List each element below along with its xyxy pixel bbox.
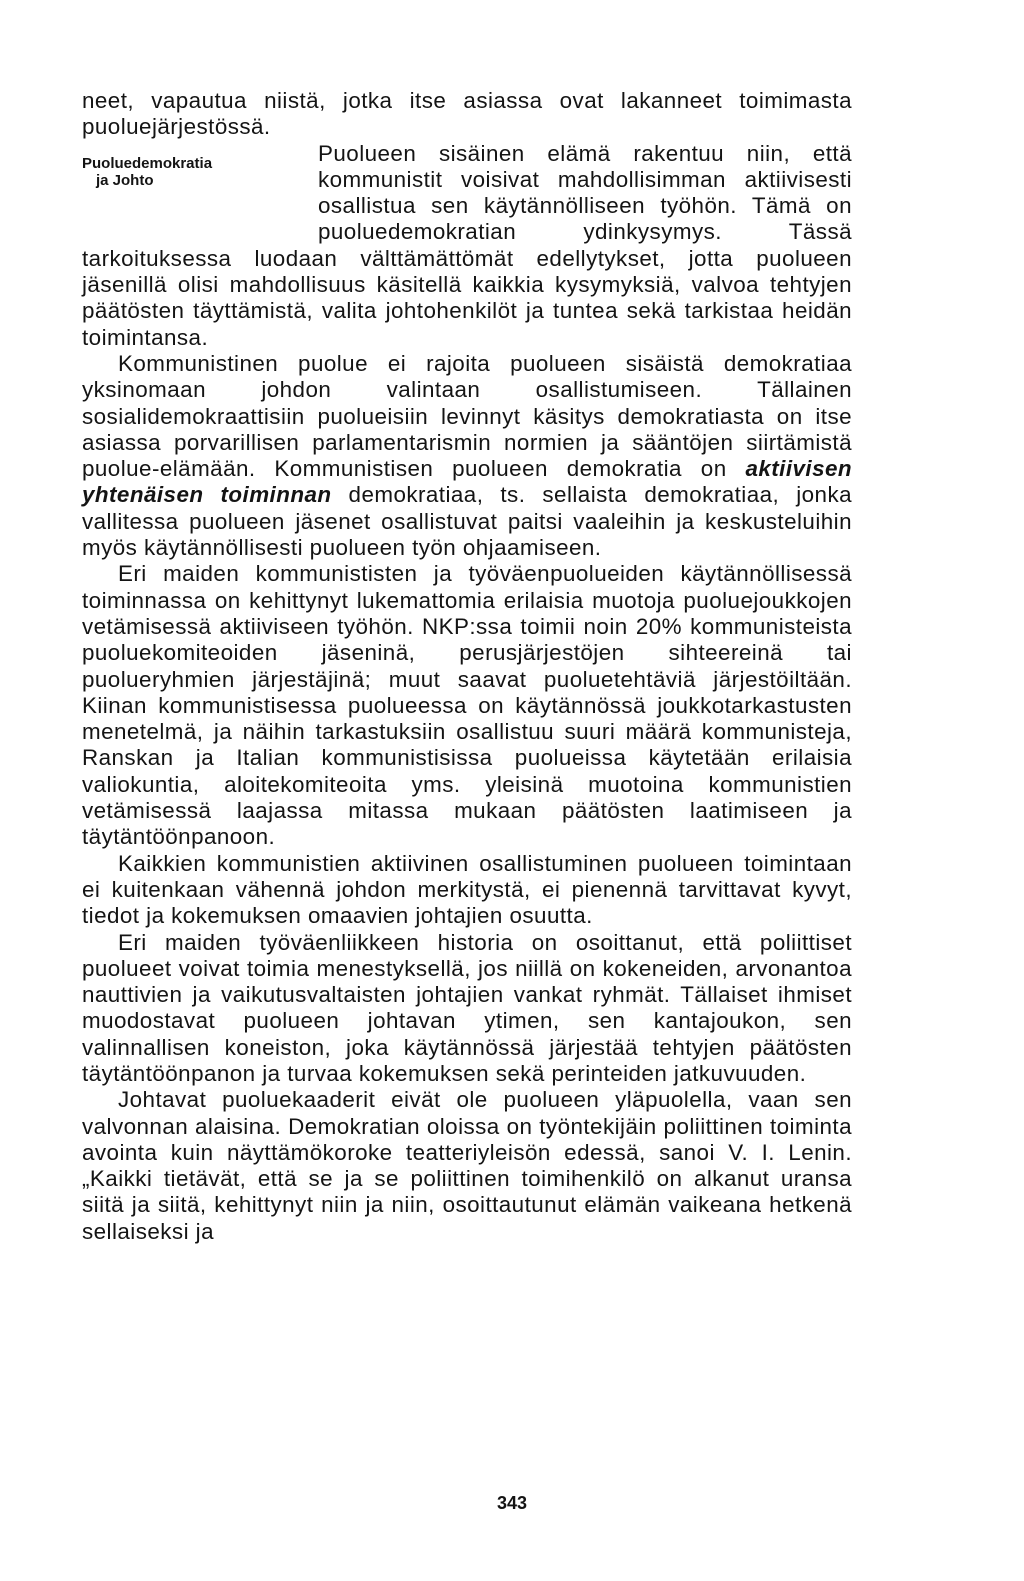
paragraph-kommunistinen-puolue xyxy=(82,351,852,561)
paragraph-eri-maiden-kommunististen: Eri maiden kommunististen ja työväenpuolueiden käytännöllisessä toiminnassa on kehittynyt lukemattomia erilaisia muotoja puoluejoukkojen vetämisessä aktiiviseen työhön. NKP:ssa toimii noin 20% kommunisteista puoluekomiteoiden jäseninä, perusjärjestöjen sihteereinä tai puolueryhmien järjestäjinä; muut saavat puoluetehtäviä järjestöiltään. Kiinan kommunistisessa puolueessa on käytännössä joukkotarkastusten menetelmä, ja näihin tarkastuksiin osallistuu suuri määrä kommunisteja, Ranskan ja Italian kommunistisissa puolueissa käytetään erilaisia valiokuntia, aloitekomiteoita yms. yleisinä muotoina kommunistien vetämisessä laajassa mitassa mukaan päätösten laatimiseen ja täytäntöönpanoon. xyxy=(82,561,852,850)
margin-heading-line-1: Puoluedemokratia xyxy=(82,154,213,172)
page-number: 343 xyxy=(496,1493,528,1513)
paragraph-text-before: Kommunistinen puolue ei rajoita puolueen sisäistä demokratiaa yksinomaan johdon valintaan osallistumiseen. Tällainen sosialidemokraattisiin puolueisiin levinnyt käsitys demokratiasta on itse asiassa porvarillisen parlamentarismin normien ja sääntöjen siirtämistä puolue-elämään. Kommunistisen puolueen demokratia on xyxy=(82,350,852,482)
paragraph-tyovaenliikkeen-historia: Eri maiden työväenliikkeen historia on osoittanut, että poliittiset puolueet voivat toimia menestyksellä, jos niillä on kokeneiden, arvonantoa nauttivien ja vaikutusvaltaisten johtajien vankat ryhmät. Tällaiset ihmiset muodostavat puolueen johtavan ytimen, sen kantajoukon, sen valinnallisen koneiston, joka käytännössä järjestää tehtyjen päätösten täytäntöönpanon ja turvaa kokemuksen sekä perinteiden jatkuvuuden. xyxy=(82,929,852,1086)
margin-heading-line-2: ja Johto xyxy=(96,171,154,189)
paragraph-johtavat-puoluekaaderit: Johtavat puoluekaaderit eivät ole puolueen yläpuolella, vaan sen valvonnan alaisina. Demokratian oloissa on työntekijäin poliittinen toiminta avointa kuin näyttämökoroke teatteriyleisön edessä, sanoi V. I. Lenin. „Kaikki tietävät, että se ja se poliittinen toimihenkilö on alkanut uransa siitä ja siitä, kehittynyt niin ja niin, osoittautunut elämän vaikeana hetkenä sellaiseksi ja xyxy=(82,1087,852,1244)
paragraph-kaikkien-kommunistien: Kaikkien kommunistien aktiivinen osallistuminen puolueen toimintaan ei kuitenkaan vähennä johdon merkitystä, ei pienennä tarvittavat kyvyt, tiedot ja kokemuksen omaavien johtajien osuutta. xyxy=(82,850,852,929)
body-text xyxy=(82,88,852,1245)
emphasized-phrase: aktiivisen yhtenäisen toiminnan xyxy=(82,456,852,508)
paragraph-continuation: neet, vapautua niistä, jotka itse asiassa ovat lakanneet toimimasta puoluejärjestössä. xyxy=(82,88,852,140)
margin-heading xyxy=(82,145,318,225)
paragraph-puoluedemokratia: Puolueen sisäinen elämä rakentuu niin, että kommunistit voisivat mahdollisimman aktiivisesti osallistua sen käytännölliseen työhön. Tämä on puoluedemokratian ydinkysymys. Tässä tarkoituksessa luodaan välttämättömät edellytykset, jotta puolueen jäsenillä olisi mahdollisuus käsitellä kaikkia kysymyksiä, valvoa tehtyjen päätösten täyttämistä, valita johtohenkilöt ja tuntea sekä tarkistaa heidän toimintansa. xyxy=(82,140,852,350)
paragraph-text-after: demokratiaa, ts. sellaista demokratiaa, jonka vallitessa puolueen jäsenet osallistuvat paitsi vaaleihin ja keskusteluihin myös käytännöllisesti puolueen työn ohjaamiseen. xyxy=(82,482,852,561)
